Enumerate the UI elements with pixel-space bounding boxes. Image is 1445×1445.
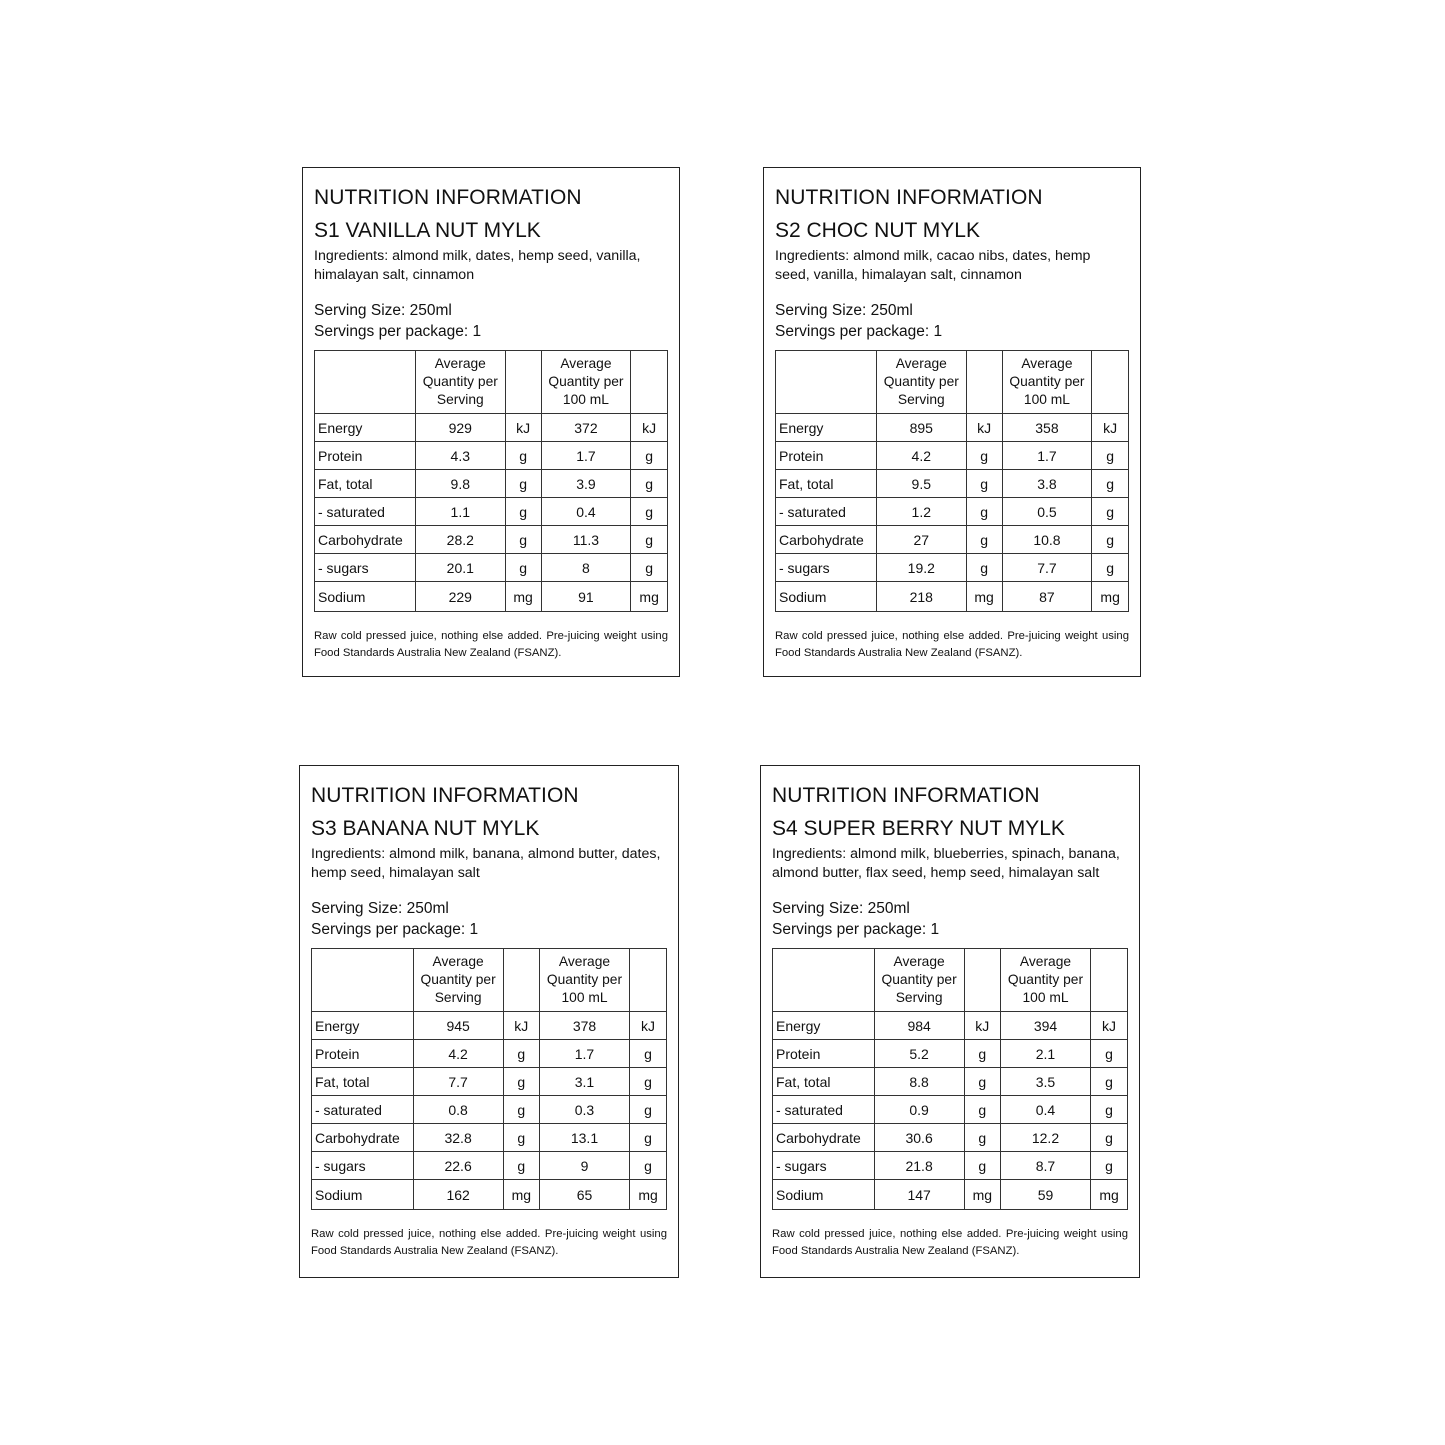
per-100ml-value: 0.5: [1002, 498, 1092, 526]
per-serving-unit: g: [966, 526, 1002, 554]
per-100ml-value: 91: [541, 582, 631, 612]
per-serving-value: 7.7: [413, 1068, 503, 1096]
per-100ml-unit: g: [630, 1040, 667, 1068]
per-100ml-unit: g: [1091, 1152, 1128, 1180]
per-serving-unit: g: [964, 1152, 1000, 1180]
per-100ml-value: 378: [539, 1012, 629, 1040]
nutrient-name: Fat, total: [776, 470, 877, 498]
table-row: [312, 1152, 667, 1180]
per-serving-value: 30.6: [874, 1124, 964, 1152]
nutrient-name: Fat, total: [315, 470, 416, 498]
per-100ml-unit: g: [631, 442, 668, 470]
product-name: S3 BANANA NUT MYLK: [311, 817, 540, 840]
table-row: [315, 470, 668, 498]
footer-note: Raw cold pressed juice, nothing else added. Pre-juicing weight using Food Standards Australia New Zealand (FSANZ).: [775, 630, 1129, 659]
table-row: [315, 442, 668, 470]
table-row: [773, 1180, 1128, 1210]
per-100ml-unit: g: [630, 1096, 667, 1124]
table-row: [773, 1068, 1128, 1096]
table-row: [773, 1040, 1128, 1068]
nutrition-panel-s1: [302, 167, 680, 677]
per-100ml-value: 10.8: [1002, 526, 1092, 554]
table-row: [312, 1180, 667, 1210]
nutrition-table: [772, 948, 1128, 1210]
per-serving-unit: g: [964, 1068, 1000, 1096]
header-unit-blank: [1092, 351, 1129, 414]
product-name: S2 CHOC NUT MYLK: [775, 219, 980, 242]
table-row: [773, 1124, 1128, 1152]
per-100ml-value: 358: [1002, 414, 1092, 442]
per-serving-value: 4.2: [876, 442, 966, 470]
per-100ml-value: 2.1: [1000, 1040, 1090, 1068]
nutrient-name: - saturated: [315, 498, 416, 526]
per-100ml-unit: kJ: [1091, 1012, 1128, 1040]
per-100ml-value: 65: [539, 1180, 629, 1210]
per-serving-unit: mg: [503, 1180, 539, 1210]
per-100ml-value: 3.1: [539, 1068, 629, 1096]
header-per-serving: Average Quantity per Serving: [874, 949, 964, 1012]
nutrient-name: Protein: [776, 442, 877, 470]
serving-size: Serving Size: 250ml: [311, 900, 449, 917]
table-header-row: [312, 949, 667, 1012]
per-serving-value: 5.2: [874, 1040, 964, 1068]
header-unit-blank: [1091, 949, 1128, 1012]
header-unit-blank: [505, 351, 541, 414]
nutrient-name: Carbohydrate: [776, 526, 877, 554]
table-row: [312, 1124, 667, 1152]
per-serving-unit: g: [505, 526, 541, 554]
per-100ml-value: 3.8: [1002, 470, 1092, 498]
per-serving-value: 0.9: [874, 1096, 964, 1124]
per-100ml-unit: g: [631, 526, 668, 554]
table-row: [776, 526, 1129, 554]
product-name: S4 SUPER BERRY NUT MYLK: [772, 817, 1065, 840]
header-per-100ml: Average Quantity per 100 mL: [541, 351, 631, 414]
per-100ml-value: 372: [541, 414, 631, 442]
per-100ml-value: 8: [541, 554, 631, 582]
serving-size: Serving Size: 250ml: [314, 302, 452, 319]
nutrient-name: - saturated: [776, 498, 877, 526]
per-serving-unit: g: [505, 470, 541, 498]
per-serving-value: 4.2: [413, 1040, 503, 1068]
per-serving-unit: g: [503, 1096, 539, 1124]
servings-per-package: Servings per package: 1: [772, 921, 940, 938]
per-serving-unit: kJ: [964, 1012, 1000, 1040]
per-100ml-unit: g: [631, 498, 668, 526]
header-per-100ml: Average Quantity per 100 mL: [1002, 351, 1092, 414]
nutrient-name: - sugars: [312, 1152, 414, 1180]
nutrition-table: [311, 948, 667, 1210]
servings-per-package: Servings per package: 1: [775, 323, 943, 340]
header-unit-blank: [503, 949, 539, 1012]
per-serving-unit: g: [503, 1152, 539, 1180]
per-serving-value: 1.1: [415, 498, 505, 526]
nutrient-name: Fat, total: [773, 1068, 875, 1096]
per-serving-value: 22.6: [413, 1152, 503, 1180]
serving-size: Serving Size: 250ml: [772, 900, 910, 917]
table-row: [315, 554, 668, 582]
ingredients-text: Ingredients: almond milk, blueberries, spinach, banana, almond butter, flax seed, hemp seed, himalayan salt: [772, 846, 1120, 881]
per-100ml-value: 12.2: [1000, 1124, 1090, 1152]
per-serving-unit: mg: [966, 582, 1002, 612]
per-100ml-unit: g: [1092, 470, 1129, 498]
header-blank-cell: [773, 949, 875, 1012]
header-unit-blank: [631, 351, 668, 414]
per-serving-unit: kJ: [966, 414, 1002, 442]
nutrient-name: Sodium: [315, 582, 416, 612]
per-100ml-unit: g: [1091, 1096, 1128, 1124]
per-100ml-unit: kJ: [1092, 414, 1129, 442]
nutrient-name: Sodium: [773, 1180, 875, 1210]
per-serving-unit: g: [964, 1040, 1000, 1068]
per-100ml-value: 1.7: [1002, 442, 1092, 470]
per-serving-value: 218: [876, 582, 966, 612]
table-row: [312, 1068, 667, 1096]
table-row: [773, 1012, 1128, 1040]
per-100ml-unit: kJ: [630, 1012, 667, 1040]
per-100ml-unit: mg: [1091, 1180, 1128, 1210]
per-serving-unit: g: [966, 498, 1002, 526]
nutrient-name: Carbohydrate: [315, 526, 416, 554]
nutrition-panel-s4: [760, 765, 1140, 1278]
table-header-row: [776, 351, 1129, 414]
panel-heading: NUTRITION INFORMATION: [775, 186, 1043, 209]
nutrient-name: Protein: [315, 442, 416, 470]
servings-per-package: Servings per package: 1: [311, 921, 479, 938]
per-serving-value: 945: [413, 1012, 503, 1040]
per-serving-value: 984: [874, 1012, 964, 1040]
per-100ml-unit: g: [631, 470, 668, 498]
table-row: [776, 442, 1129, 470]
per-100ml-value: 8.7: [1000, 1152, 1090, 1180]
product-name: S1 VANILLA NUT MYLK: [314, 219, 541, 242]
per-100ml-unit: g: [1092, 526, 1129, 554]
table-row: [312, 1096, 667, 1124]
per-serving-value: 929: [415, 414, 505, 442]
nutrient-name: - sugars: [776, 554, 877, 582]
per-serving-unit: g: [503, 1124, 539, 1152]
per-100ml-unit: g: [1091, 1124, 1128, 1152]
nutrient-name: Protein: [773, 1040, 875, 1068]
per-100ml-unit: g: [1092, 554, 1129, 582]
footer-note: Raw cold pressed juice, nothing else added. Pre-juicing weight using Food Standards Australia New Zealand (FSANZ).: [772, 1228, 1128, 1257]
table-row: [773, 1152, 1128, 1180]
ingredients-text: Ingredients: almond milk, dates, hemp seed, vanilla, himalayan salt, cinnamon: [314, 248, 641, 283]
per-100ml-unit: g: [1091, 1040, 1128, 1068]
per-100ml-value: 1.7: [541, 442, 631, 470]
per-serving-unit: g: [966, 470, 1002, 498]
ingredients-text: Ingredients: almond milk, banana, almond butter, dates, hemp seed, himalayan salt: [311, 846, 661, 881]
per-100ml-value: 0.4: [541, 498, 631, 526]
nutrient-name: Carbohydrate: [312, 1124, 414, 1152]
per-100ml-value: 3.9: [541, 470, 631, 498]
per-100ml-value: 394: [1000, 1012, 1090, 1040]
nutrient-name: Sodium: [776, 582, 877, 612]
nutrient-name: Fat, total: [312, 1068, 414, 1096]
per-100ml-unit: g: [630, 1124, 667, 1152]
nutrient-name: Energy: [312, 1012, 414, 1040]
table-row: [315, 414, 668, 442]
servings-per-package: Servings per package: 1: [314, 323, 482, 340]
per-100ml-unit: g: [1092, 442, 1129, 470]
per-serving-value: 21.8: [874, 1152, 964, 1180]
table-row: [776, 554, 1129, 582]
table-row: [315, 526, 668, 554]
per-100ml-value: 87: [1002, 582, 1092, 612]
per-100ml-unit: g: [630, 1152, 667, 1180]
table-row: [776, 414, 1129, 442]
per-serving-value: 28.2: [415, 526, 505, 554]
per-serving-value: 9.8: [415, 470, 505, 498]
per-serving-unit: kJ: [505, 414, 541, 442]
per-serving-unit: g: [503, 1068, 539, 1096]
per-serving-value: 162: [413, 1180, 503, 1210]
panel-heading: NUTRITION INFORMATION: [311, 784, 579, 807]
per-serving-value: 19.2: [876, 554, 966, 582]
nutrient-name: Sodium: [312, 1180, 414, 1210]
nutrient-name: Protein: [312, 1040, 414, 1068]
nutrition-table: [775, 350, 1129, 612]
ingredients-text: Ingredients: almond milk, cacao nibs, dates, hemp seed, vanilla, himalayan salt, cinnamon: [775, 248, 1091, 283]
per-100ml-unit: g: [631, 554, 668, 582]
header-unit-blank: [630, 949, 667, 1012]
per-serving-value: 20.1: [415, 554, 505, 582]
per-serving-unit: mg: [964, 1180, 1000, 1210]
per-100ml-unit: g: [630, 1068, 667, 1096]
per-serving-value: 27: [876, 526, 966, 554]
nutrition-panel-s3: [299, 765, 679, 1278]
header-per-serving: Average Quantity per Serving: [413, 949, 503, 1012]
table-row: [315, 498, 668, 526]
per-serving-value: 1.2: [876, 498, 966, 526]
per-100ml-unit: g: [1091, 1068, 1128, 1096]
per-serving-value: 147: [874, 1180, 964, 1210]
table-header-row: [773, 949, 1128, 1012]
nutrient-name: Energy: [773, 1012, 875, 1040]
table-row: [773, 1096, 1128, 1124]
per-100ml-value: 13.1: [539, 1124, 629, 1152]
table-row: [776, 582, 1129, 612]
per-100ml-value: 9: [539, 1152, 629, 1180]
table-row: [315, 582, 668, 612]
footer-note: Raw cold pressed juice, nothing else added. Pre-juicing weight using Food Standards Australia New Zealand (FSANZ).: [311, 1228, 667, 1257]
per-serving-value: 32.8: [413, 1124, 503, 1152]
table-row: [776, 470, 1129, 498]
panel-heading: NUTRITION INFORMATION: [772, 784, 1040, 807]
nutrient-name: Energy: [315, 414, 416, 442]
table-row: [776, 498, 1129, 526]
header-blank-cell: [776, 351, 877, 414]
per-serving-unit: mg: [505, 582, 541, 612]
nutrient-name: - sugars: [773, 1152, 875, 1180]
per-serving-unit: kJ: [503, 1012, 539, 1040]
header-unit-blank: [966, 351, 1002, 414]
footer-note: Raw cold pressed juice, nothing else added. Pre-juicing weight using Food Standards Australia New Zealand (FSANZ).: [314, 630, 668, 659]
per-100ml-unit: mg: [1092, 582, 1129, 612]
nutrition-panel-s2: [763, 167, 1141, 677]
panel-heading: NUTRITION INFORMATION: [314, 186, 582, 209]
table-row: [312, 1040, 667, 1068]
per-100ml-unit: mg: [630, 1180, 667, 1210]
table-row: [312, 1012, 667, 1040]
per-serving-value: 895: [876, 414, 966, 442]
per-100ml-value: 1.7: [539, 1040, 629, 1068]
nutrient-name: Energy: [776, 414, 877, 442]
per-serving-unit: g: [966, 442, 1002, 470]
per-serving-value: 9.5: [876, 470, 966, 498]
per-serving-unit: g: [503, 1040, 539, 1068]
header-unit-blank: [964, 949, 1000, 1012]
per-100ml-unit: kJ: [631, 414, 668, 442]
per-100ml-value: 59: [1000, 1180, 1090, 1210]
header-blank-cell: [315, 351, 416, 414]
nutrient-name: - saturated: [773, 1096, 875, 1124]
per-serving-value: 229: [415, 582, 505, 612]
per-serving-value: 4.3: [415, 442, 505, 470]
nutrient-name: - saturated: [312, 1096, 414, 1124]
per-serving-unit: g: [964, 1124, 1000, 1152]
per-serving-unit: g: [505, 554, 541, 582]
nutrition-table: [314, 350, 668, 612]
header-per-100ml: Average Quantity per 100 mL: [539, 949, 629, 1012]
header-blank-cell: [312, 949, 414, 1012]
nutrient-name: Carbohydrate: [773, 1124, 875, 1152]
per-100ml-unit: g: [1092, 498, 1129, 526]
per-100ml-value: 0.4: [1000, 1096, 1090, 1124]
header-per-100ml: Average Quantity per 100 mL: [1000, 949, 1090, 1012]
per-serving-value: 0.8: [413, 1096, 503, 1124]
header-per-serving: Average Quantity per Serving: [415, 351, 505, 414]
per-100ml-value: 7.7: [1002, 554, 1092, 582]
per-100ml-value: 11.3: [541, 526, 631, 554]
per-serving-unit: g: [964, 1096, 1000, 1124]
per-serving-value: 8.8: [874, 1068, 964, 1096]
per-serving-unit: g: [966, 554, 1002, 582]
per-serving-unit: g: [505, 442, 541, 470]
header-per-serving: Average Quantity per Serving: [876, 351, 966, 414]
table-header-row: [315, 351, 668, 414]
per-100ml-value: 3.5: [1000, 1068, 1090, 1096]
per-serving-unit: g: [505, 498, 541, 526]
per-100ml-unit: mg: [631, 582, 668, 612]
serving-size: Serving Size: 250ml: [775, 302, 913, 319]
per-100ml-value: 0.3: [539, 1096, 629, 1124]
nutrient-name: - sugars: [315, 554, 416, 582]
